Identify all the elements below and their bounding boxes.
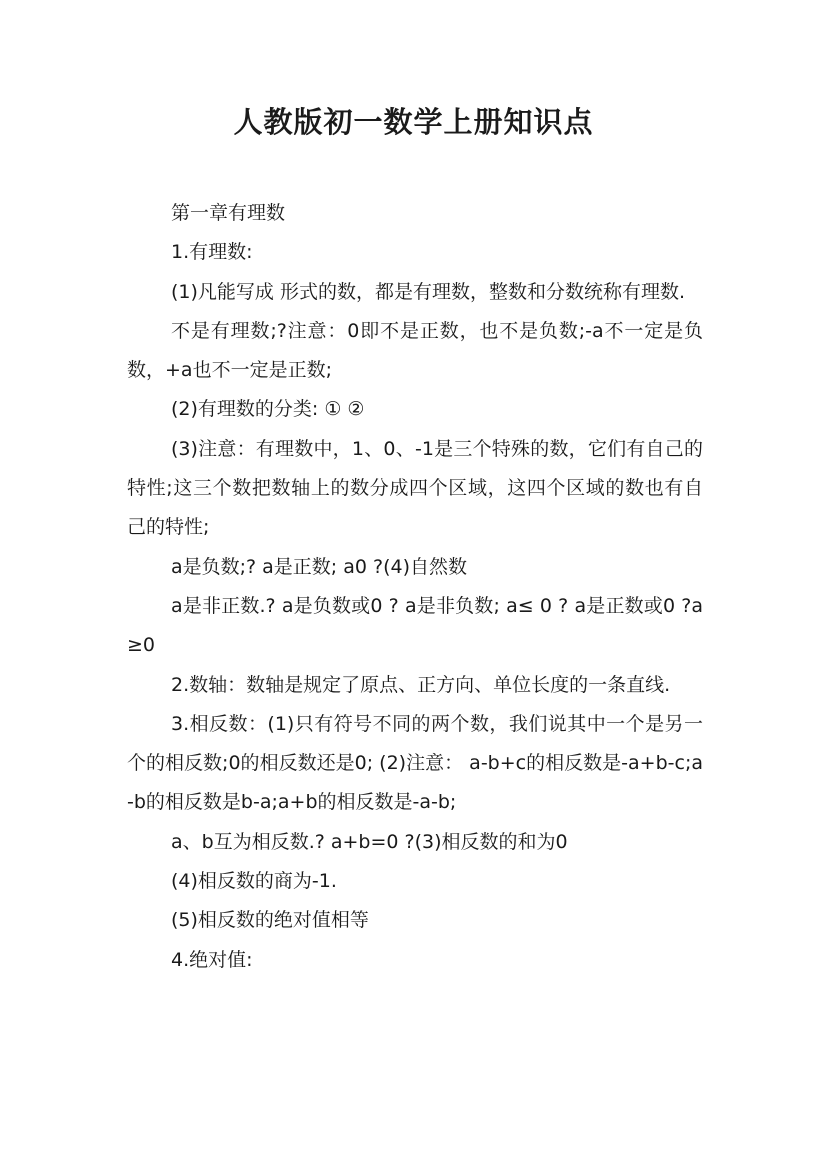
- paragraph: (5)相反数的绝对值相等: [171, 909, 369, 932]
- chapter-heading: 第一章有理数: [171, 202, 286, 224]
- section-heading-absolute-value: 4.绝对值:: [171, 948, 253, 971]
- section-heading-opposite-numbers: 3.相反数：(1)只有符号不同的两个数，我们说其中一个是另一个的相反数;0的相反数还是0; (2)注意： a-b+c的相反数是-a+b-c;a-b的相反数是b-a;a+b的相反数是-a-b;: [127, 712, 703, 814]
- paragraph: a是非正数.? a是负数或0 ? a是非负数; a≤ 0 ? a是正数或0 ?a≥0: [127, 594, 703, 657]
- document-title: 人教版初一数学上册知识点: [233, 105, 594, 139]
- paragraph: a是负数;? a是正数; a0 ?(4)自然数: [171, 555, 468, 578]
- paragraph: a、b互为相反数.? a+b=0 ?(3)相反数的和为0: [171, 830, 568, 853]
- paragraph: (2)有理数的分类: ① ②: [171, 398, 365, 421]
- section-heading-rational-numbers: 1.有理数:: [171, 241, 253, 264]
- paragraph: (1)凡能写成 形式的数，都是有理数，整数和分数统称有理数.: [171, 280, 685, 303]
- document-body: [127, 194, 703, 980]
- paragraph: (3)注意：有理数中，1、0、-1是三个特殊的数，它们有自己的特性;这三个数把数轴上的数分成四个区域，这四个区域的数也有自己的特性;: [127, 437, 703, 539]
- paragraph: 不是有理数;?注意：0即不是正数，也不是负数;-a不一定是负数，+a也不一定是正数;: [127, 319, 703, 382]
- section-heading-number-line: 2.数轴：数轴是规定了原点、正方向、单位长度的一条直线.: [171, 673, 671, 696]
- paragraph: (4)相反数的商为-1.: [171, 870, 337, 893]
